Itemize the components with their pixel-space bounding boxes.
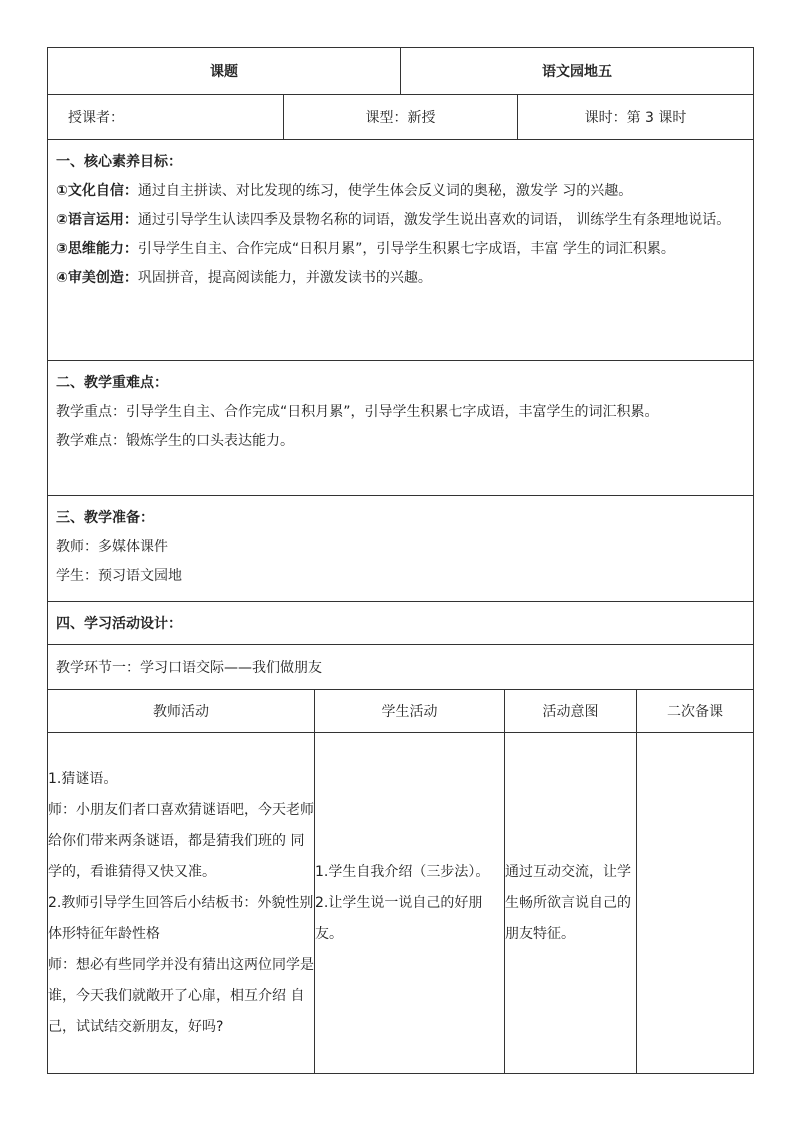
goal-item xyxy=(56,264,743,293)
student-activity-line: 2.让学生说一说自己的好朋友。 xyxy=(315,894,483,942)
key-points-heading: 二、教学重难点： xyxy=(56,375,168,391)
goal-text: 引导学生自主、合作完成“日积月累”，引导学生积累七字成语，丰富 学生的词汇积累。 xyxy=(137,241,675,257)
goal-label: ④审美创造： xyxy=(56,270,138,286)
goal-item xyxy=(56,235,743,264)
col-teacher-activity: 教师活动 xyxy=(48,690,315,733)
lesson-type-field: 课型：新授 xyxy=(284,95,518,140)
teacher-activity-line: 师：想必有些同学并没有猜出这两位同学是谁，今天我们就敞开了心扉，相互介绍 自己，试试结交新朋友，好吗? xyxy=(48,956,314,1035)
goal-text: 巩固拼音，提高阅读能力，并激发读书的兴趣。 xyxy=(137,270,432,286)
goal-text: 通过引导学生认读四季及景物名称的词语，激发学生说出喜欢的词语， 训练学生有条理地说话。 xyxy=(137,212,731,228)
second-prep-cell xyxy=(637,733,754,1074)
student-activity-line: 1.学生自我介绍（三步法）。 xyxy=(315,863,490,880)
col-activity-intent: 活动意图 xyxy=(505,690,637,733)
activity-intent-text: 通过互动交流，让学生畅所欲言说自己的朋友特征。 xyxy=(505,863,631,942)
col-second-prep: 二次备课 xyxy=(637,690,754,733)
teacher-activity-cell xyxy=(48,733,315,1074)
core-goals-heading: 一、核心素养目标： xyxy=(56,154,182,170)
preparation-section xyxy=(48,496,754,602)
goal-label: ①文化自信： xyxy=(56,183,138,199)
goal-label: ③思维能力： xyxy=(56,241,138,257)
student-activity-cell xyxy=(315,733,505,1074)
activity-design-heading: 四、学习活动设计： xyxy=(48,602,754,645)
goal-item xyxy=(56,177,743,206)
topic-title: 语文园地五 xyxy=(401,48,754,95)
lesson-plan-page xyxy=(47,47,753,1074)
teacher-activity-line: 师：小朋友们者口喜欢猜谜语吧，今天老师给你们带来两条谜语，都是猜我们班的 同学的，看谁猜得又快又准。 xyxy=(48,801,314,880)
lesson-plan-table xyxy=(47,47,754,690)
teacher-activity-line: 2.教师引导学生回答后小结板书：外貌性别体形特征年龄性格 xyxy=(48,894,314,942)
teacher-activity-line: 1.猜谜语。 xyxy=(48,770,118,787)
activity-intent-cell xyxy=(505,733,637,1074)
activity-table xyxy=(47,689,754,1074)
student-prep-line: 学生：预习语文园地 xyxy=(56,568,182,584)
teacher-prep-line: 教师：多媒体课件 xyxy=(56,539,168,555)
key-points-section xyxy=(48,361,754,496)
goal-text: 通过自主拼读、对比发现的练习，使学生体会反义词的奥秘，激发学 习的兴趣。 xyxy=(137,183,633,199)
key-point-line: 教学重点：引导学生自主、合作完成“日积月累”，引导学生积累七字成语，丰富学生的词汇积累。 xyxy=(56,404,659,420)
goal-label: ②语言运用： xyxy=(56,212,138,228)
teaching-step: 教学环节一：学习口语交际——我们做朋友 xyxy=(48,645,754,690)
preparation-heading: 三、教学准备： xyxy=(56,510,154,526)
teacher-field: 授课者： xyxy=(48,95,284,140)
difficulty-line: 教学难点：锻炼学生的口头表达能力。 xyxy=(56,433,294,449)
col-student-activity: 学生活动 xyxy=(315,690,505,733)
core-goals-section xyxy=(48,140,754,361)
topic-label: 课题 xyxy=(48,48,401,95)
goal-item xyxy=(56,206,743,235)
period-field: 课时：第 3 课时 xyxy=(518,95,754,140)
